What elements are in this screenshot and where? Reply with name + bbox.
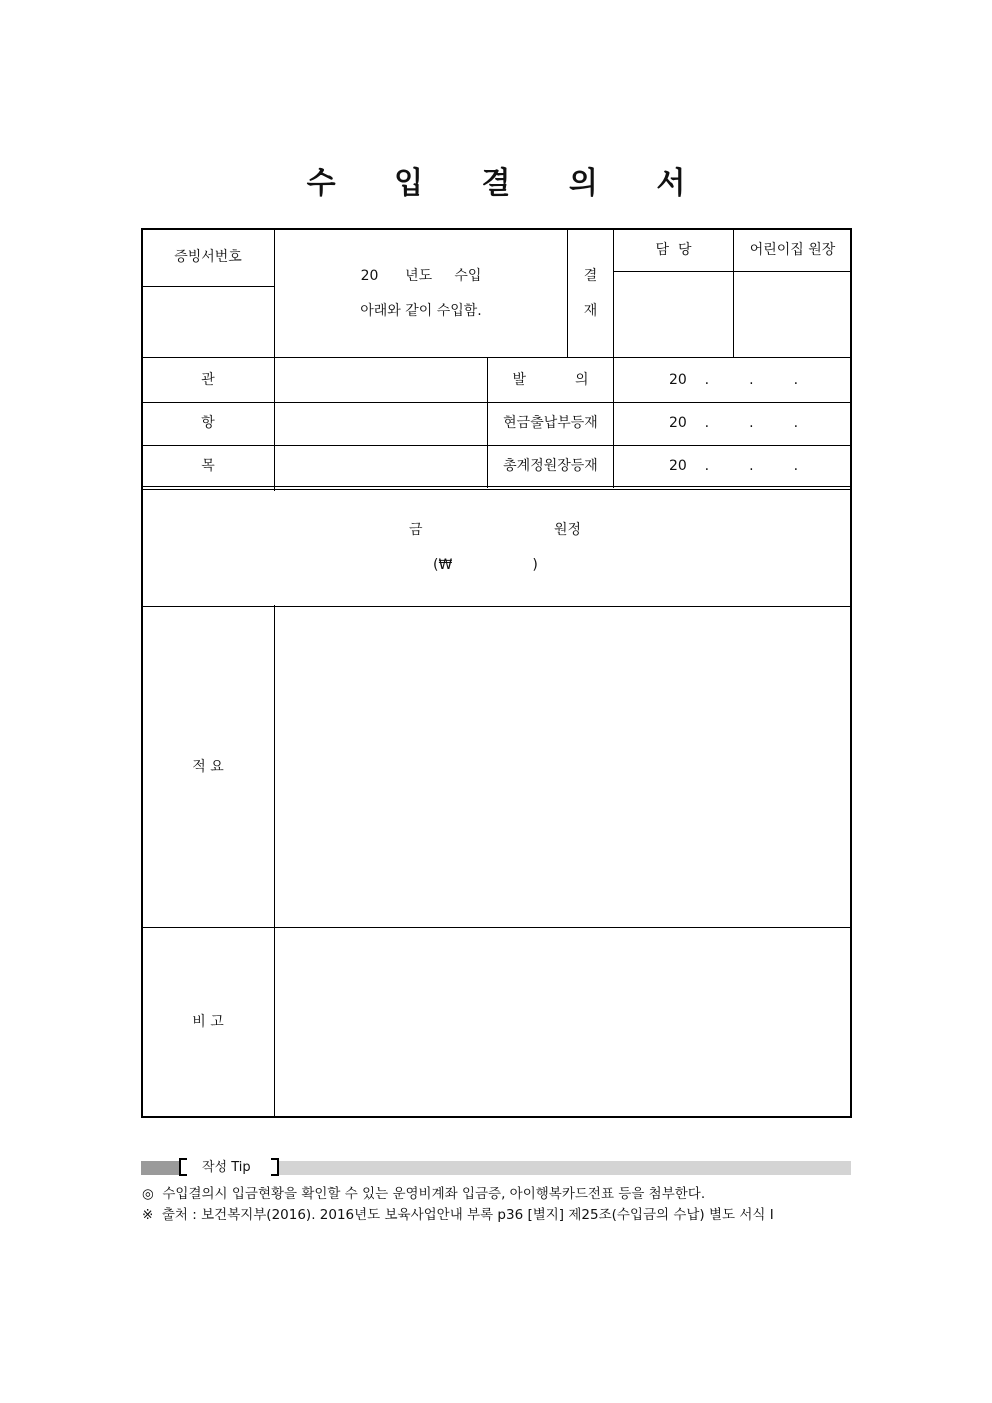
remarks-label: 비 고 [192, 1014, 224, 1030]
tip-bracket-left [179, 1158, 187, 1176]
approval-label-1: 결 [583, 268, 598, 284]
page-title: 수 입 결 의 서 [306, 166, 710, 201]
row-right-label-1: 발 의 [512, 372, 589, 388]
form-table [141, 228, 852, 1118]
row-label-hang: 항 [201, 415, 215, 431]
row-line-1 [142, 402, 851, 403]
amount-label: 금 [409, 522, 423, 538]
row-right-label-3: 총계정원장등재 [503, 458, 598, 474]
row-date-3: 20 . . . [669, 458, 799, 474]
row-label-mok: 목 [201, 458, 215, 474]
header-bottom-line [142, 357, 851, 358]
summary-label: 적 요 [192, 759, 224, 775]
amount-unit: 원정 [554, 522, 582, 538]
row-date-2: 20 . . . [669, 415, 799, 431]
summary-bottom-line [142, 927, 851, 928]
amount-bottom-line [142, 606, 851, 607]
left-column-divider [274, 229, 275, 1118]
approval-divider-left [567, 229, 568, 357]
header-year-line: 20 년도 수입 [360, 268, 482, 284]
doc-no-divider [142, 286, 274, 287]
director-label: 어린이집 원장 [749, 242, 836, 258]
staff-label: 담 당 [655, 242, 692, 258]
row-date-1: 20 . . . [669, 372, 799, 388]
row-right-label-2: 현금출납부등재 [503, 415, 598, 431]
tip-note-2: ※ 출처 : 보건복지부(2016). 2016년도 보육사업안내 부록 p36 [별지] 제25조(수입금의 수납) 별도 서식 I [142, 1207, 774, 1223]
tip-note-1: ◎ 수입결의시 입금현황을 확인할 수 있는 운영비계좌 입금증, 아이행복카드전표 등을 첨부한다. [142, 1186, 706, 1202]
doc-no-label: 증빙서번호 [174, 249, 242, 265]
row-label-gwan: 관 [201, 372, 215, 388]
tip-label: 작성 Tip [202, 1160, 251, 1175]
approval-label-2: 재 [583, 303, 598, 319]
amount-area-mask [272, 491, 278, 605]
tip-bracket-right [271, 1158, 279, 1176]
row-line-3b [142, 489, 851, 490]
sign-header-divider [613, 271, 851, 272]
approval-divider-right [613, 229, 614, 488]
amount-won: (₩ ) [433, 557, 538, 573]
tip-bar-accent [141, 1161, 179, 1175]
row-line-2 [142, 445, 851, 446]
header-statement: 아래와 같이 수입함. [360, 303, 482, 319]
row-line-3a [142, 486, 851, 487]
